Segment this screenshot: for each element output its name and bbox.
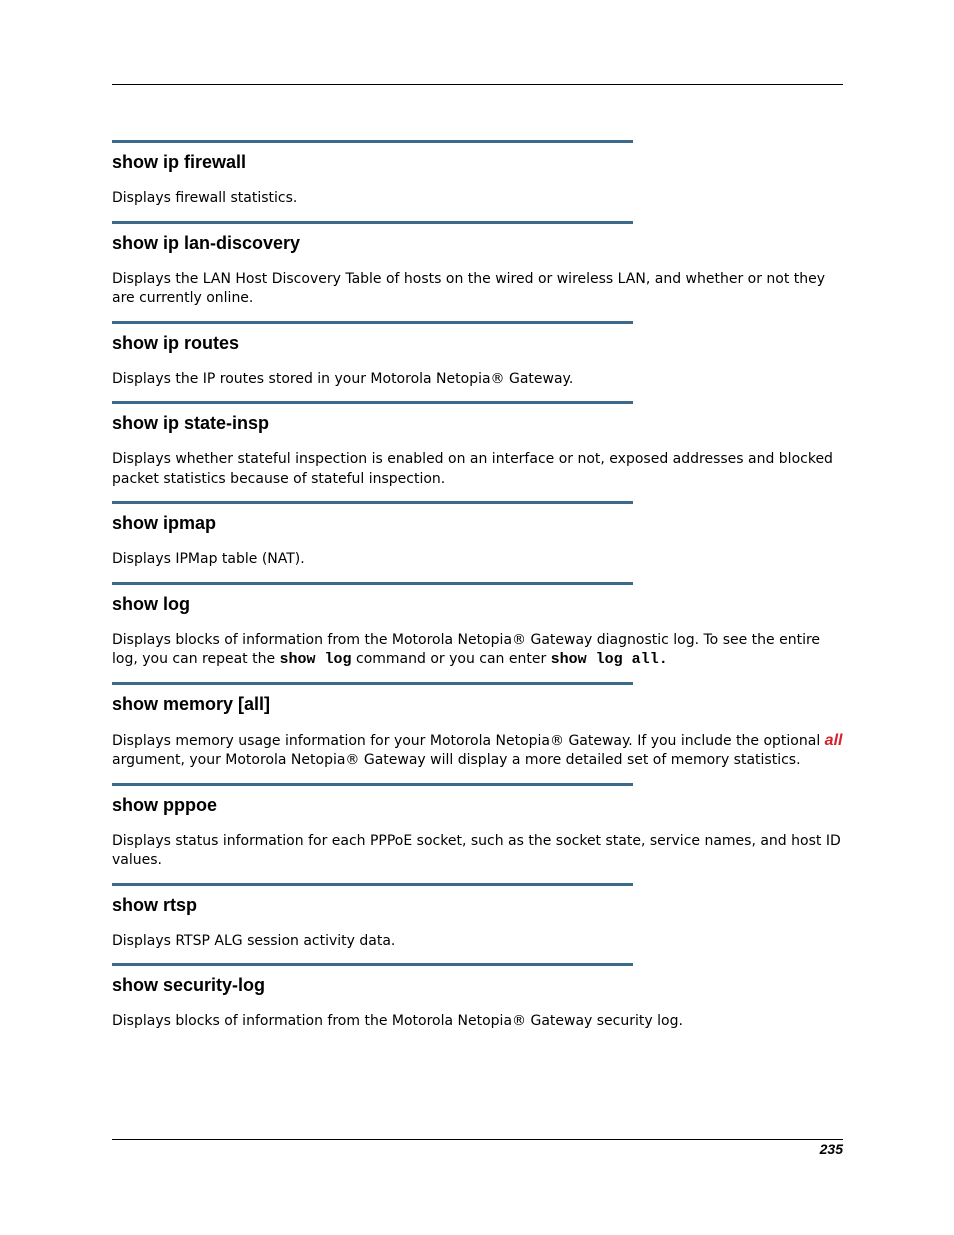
section-description: Displays whether stateful inspection is enabled on an interface or not, exposed addresses and blocked packet statistics because of stateful inspection. bbox=[112, 451, 833, 487]
section-description: Displays status information for each PPPoE socket, such as the socket state, service names, and host ID values. bbox=[112, 832, 841, 868]
section-description bbox=[112, 715, 843, 783]
section-title: show ip routes bbox=[112, 332, 240, 353]
section-description: Displays blocks of information from the Motorola Netopia® Gateway security log. bbox=[112, 1013, 683, 1029]
section-show-ip-lan-discovery bbox=[112, 221, 843, 321]
section-show-rtsp bbox=[112, 883, 843, 964]
section-show-ip-routes bbox=[112, 321, 843, 402]
section-show-ipmap bbox=[112, 501, 843, 582]
command-code: show log all. bbox=[550, 651, 668, 668]
page-number: 235 bbox=[819, 1141, 843, 1157]
section-title: show ip state-insp bbox=[112, 413, 270, 433]
document-body bbox=[112, 140, 843, 1044]
section-title: show pppoe bbox=[112, 794, 217, 815]
section-description: Displays the LAN Host Discovery Table of hosts on the wired or wireless LAN, and whether or not they are currently online. bbox=[112, 270, 826, 306]
section-title: show security-log bbox=[112, 975, 266, 995]
description-text: Displays memory usage information for your Motorola Netopia® Gateway. If you include the optional bbox=[112, 732, 825, 749]
description-text: Displays blocks of information from the Motorola Netopia® Gateway diagnostic log. To see the entire log, you can repeat the bbox=[112, 631, 821, 667]
section-description: Displays RTSP ALG session activity data. bbox=[112, 932, 396, 949]
footer-rule bbox=[112, 1139, 843, 1140]
section-title: show memory [all] bbox=[112, 693, 271, 714]
section-show-ip-state-insp bbox=[112, 401, 843, 501]
section-title: show rtsp bbox=[112, 894, 198, 915]
section-title: show ip lan-discovery bbox=[112, 232, 301, 253]
header-rule bbox=[112, 84, 843, 85]
section-description: Displays IPMap table (NAT). bbox=[112, 551, 305, 567]
section-show-memory bbox=[112, 682, 843, 783]
section-title: show log bbox=[112, 593, 190, 614]
section-show-security-log bbox=[112, 963, 843, 1044]
argument-emphasis: all bbox=[824, 731, 843, 749]
section-description: Displays the IP routes stored in your Motorola Netopia® Gateway. bbox=[112, 370, 574, 387]
section-description bbox=[112, 615, 843, 682]
description-text: argument, your Motorola Netopia® Gateway will display a more detailed set of memory statistics. bbox=[112, 752, 801, 768]
section-description: Displays firewall statistics. bbox=[112, 190, 298, 206]
section-title: show ip firewall bbox=[112, 152, 247, 172]
section-title: show ipmap bbox=[112, 513, 217, 533]
section-show-log bbox=[112, 582, 843, 682]
description-text: command or you can enter bbox=[351, 651, 551, 667]
command-code: show log bbox=[279, 651, 352, 668]
section-show-pppoe bbox=[112, 783, 843, 883]
section-show-ip-firewall bbox=[112, 140, 843, 221]
